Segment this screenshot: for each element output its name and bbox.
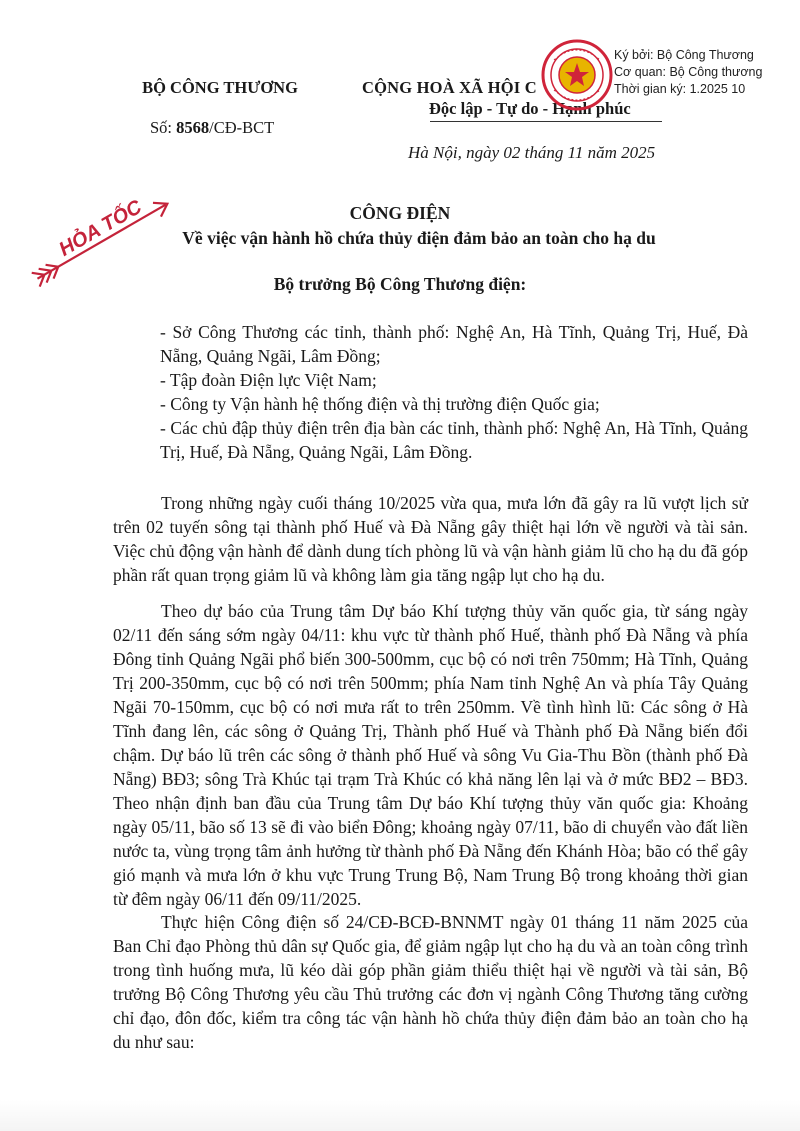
page-bottom-edge <box>0 1100 800 1131</box>
seal-emblem-icon <box>540 38 614 112</box>
doc-number-label: Số: <box>150 118 177 137</box>
body-paragraph: Theo dự báo của Trung tâm Dự báo Khí tượng thủy văn quốc gia, từ sáng ngày 02/11 đến sáng sớm ngày 04/11: khu vực từ thành phố Huế, thành phố Đà Nẵng và phía Đông tỉnh Quảng Ngãi phổ biến 300-500mm, cục bộ có nơi trên 750mm; Hà Tĩnh, Quảng Trị 200-350mm, cục bộ có nơi trên 500mm; phía Nam tỉnh Nghệ An và phía Tây Quảng Ngãi 70-150mm, cục bộ có nơi mưa rất to trên 250mm. Về tình hình lũ: Các sông ở Hà Tĩnh đang lên, các sông ở Quảng Trị, Thành phố Huế và Thành phố Đà Nẵng biến đổi chậm. Dự báo lũ trên các sông ở thành phố Huế và sông Vu Gia-Thu Bồn (thành phố Đà Nẵng) BĐ3; sông Trà Khúc tại trạm Trà Khúc có khả năng lên lại và ở mức BĐ2 – BĐ3. Theo nhận định ban đầu của Trung tâm Dự báo Khí tượng thủy văn quốc gia: Khoảng ngày 05/11, bão số 13 sẽ đi vào biển Đông; khoảng ngày 07/11, bão di chuyển vào đất liền nước ta, vùng trọng tâm ảnh hưởng từ thành phố Đà Nẵng đến Khánh Hòa; bão có thể gây gió mạnh và mưa lớn ở khu vực Trung Trung Bộ, Nam Trung Bộ trong khoảng thời gian từ đêm ngày 06/11 đến 09/11/2025. <box>113 601 748 909</box>
issuing-agency: BỘ CÔNG THƯƠNG <box>142 78 298 97</box>
motto-underline <box>430 121 662 122</box>
doc-number-suffix: /CĐ-BCT <box>209 118 275 137</box>
document-type: CÔNG ĐIỆN <box>349 203 451 223</box>
recipient-item: - Công ty Vận hành hệ thống điện và thị trường điện Quốc gia; <box>160 394 600 414</box>
body-paragraph: Thực hiện Công điện số 24/CĐ-BCĐ-BNNMT ngày 01 tháng 11 năm 2025 của Ban Chỉ đạo Phòng thủ dân sự Quốc gia, để giảm ngập lụt cho hạ du và an toàn công trình trong tình huống mưa, lũ kéo dài góp phần giảm thiểu thiệt hại về người và tài sản, Bộ trưởng Bộ Công Thương yêu cầu Thủ trưởng các đơn vị ngành Công Thương tăng cường chỉ đạo, đôn đốc, kiểm tra công tác vận hành hồ chứa thủy điện đảm bảo an toàn cho hạ du như sau: <box>113 912 748 1052</box>
recipient-item: - Tập đoàn Điện lực Việt Nam; <box>160 370 377 390</box>
recipient-item: - Các chủ đập thủy điện trên địa bàn các tỉnh, thành phố: Nghệ An, Hà Tĩnh, Quảng Trị, Huế, Đà Nẵng, Quảng Ngãi, Lâm Đồng. <box>160 418 748 462</box>
place-date: Hà Nội, ngày 02 tháng 11 năm 2025 <box>408 143 656 162</box>
addresser-line: Bộ trưởng Bộ Công Thương điện: <box>273 274 527 294</box>
stamp-text: HỎA TỐC <box>55 196 146 261</box>
signature-signed-by: Ký bởi: Bộ Công Thương <box>614 48 754 62</box>
recipient-item: - Sở Công Thương các tỉnh, thành phố: Nghệ An, Hà Tĩnh, Quảng Trị, Huế, Đà Nẵng, Quảng Ngãi, Lâm Đồng; <box>160 322 748 366</box>
document-number <box>150 118 274 138</box>
national-motto: Độc lập - Tự do - Hạnh phúc <box>429 99 631 118</box>
digital-signature-info <box>614 47 800 98</box>
official-seal <box>540 38 614 117</box>
doc-number-value: 8568 <box>176 118 210 137</box>
body-paragraph: Trong những ngày cuối tháng 10/2025 vừa qua, mưa lớn đã gây ra lũ vượt lịch sử trên 02 tuyến sông tại thành phố Huế và Đà Nẵng gây thiệt hại lớn về người và tài sản. Việc chủ động vận hành để dành dung tích phòng lũ và vận hành giảm lũ cho hạ du đã góp phần rất quan trọng giảm lũ và không làm gia tăng ngập lụt cho hạ du. <box>113 493 748 585</box>
national-title: CỘNG HOÀ XÃ HỘI C <box>362 78 537 97</box>
signature-time: Thời gian ký: 1.2025 10 <box>614 82 746 96</box>
document-subject: Về việc vận hành hồ chứa thủy điện đảm bảo an toàn cho hạ du <box>182 228 656 248</box>
signature-agency: Cơ quan: Bộ Công thương <box>614 65 763 79</box>
